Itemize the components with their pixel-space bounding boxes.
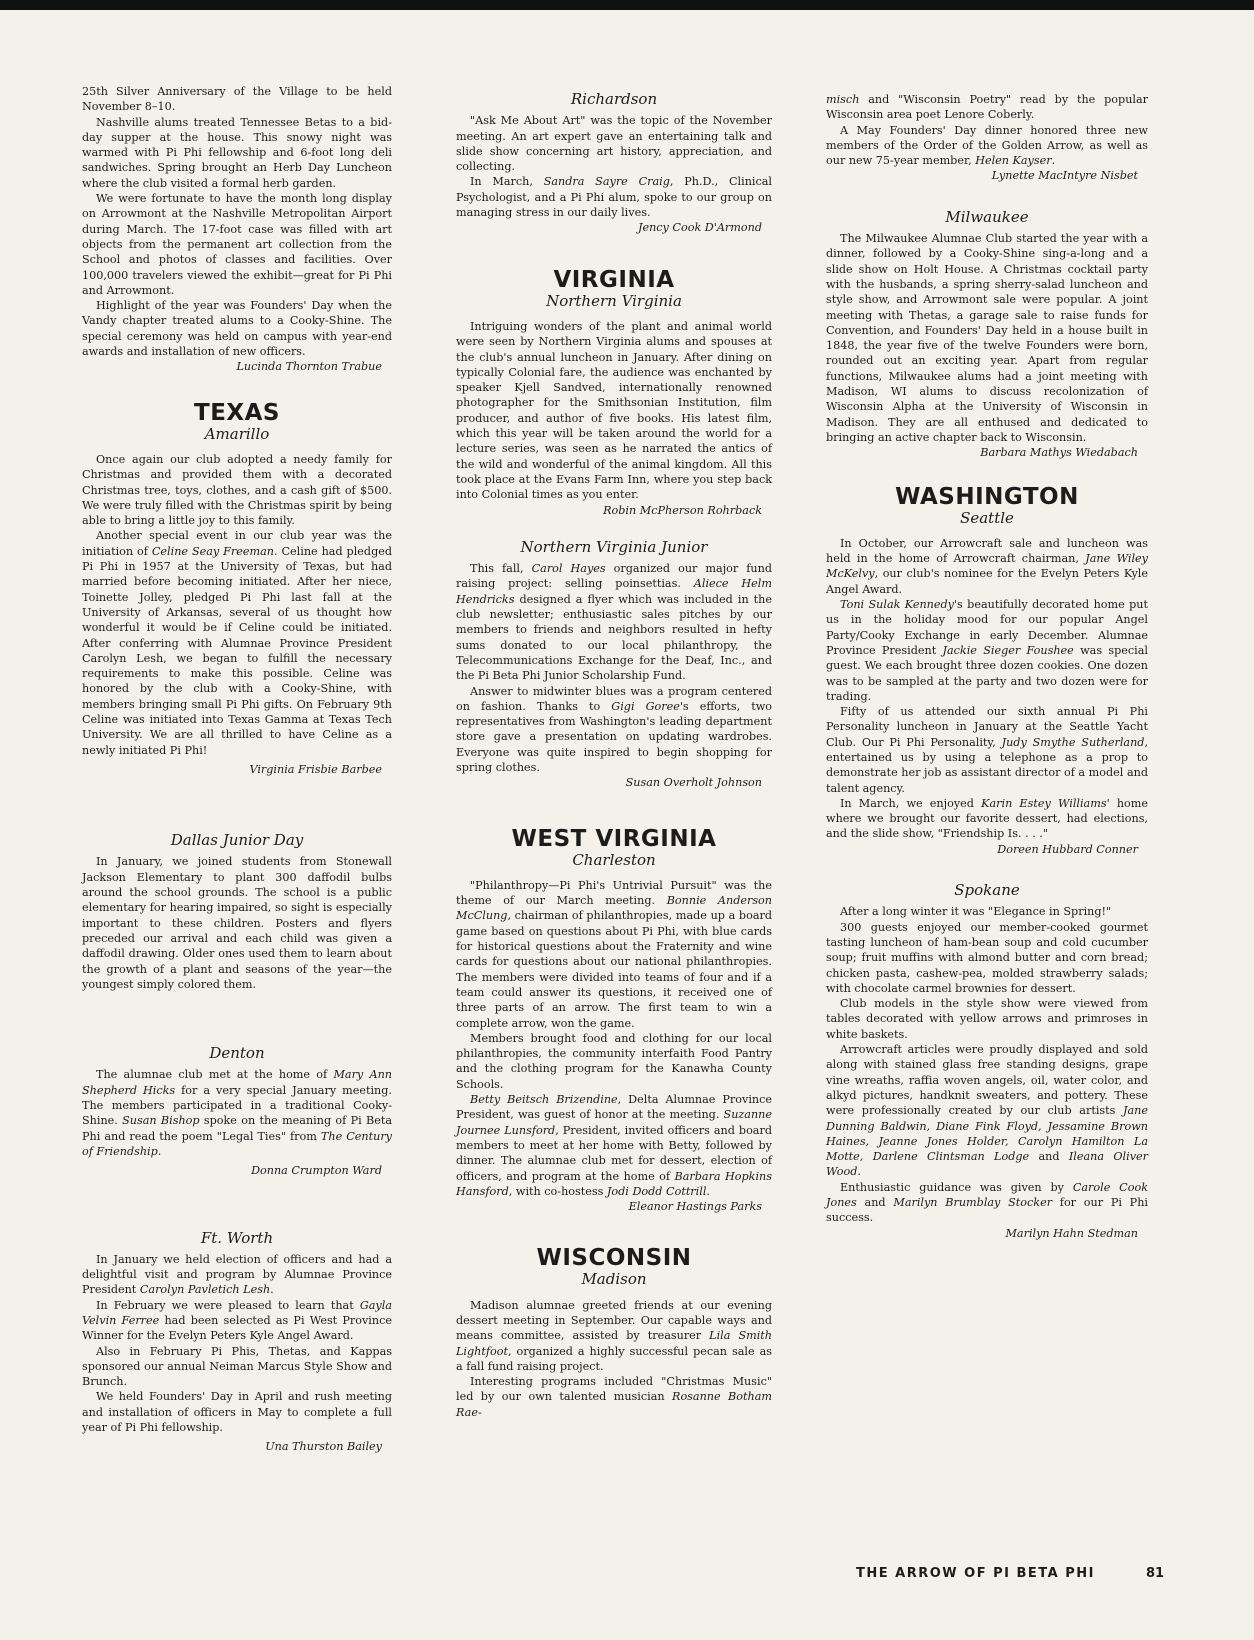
member-name: Bonnie Anderson McClung [456, 894, 773, 923]
text: spoke on the meaning of Pi Beta Phi and read the poem "Legal Ties" from [82, 1114, 393, 1143]
text: and "Wisconsin Poetry" read by the popular Wisconsin area poet Lenore Coberly. [826, 93, 1148, 122]
paragraph: We held Founders' Day in April and rush meeting and installation of officers in May to complete a full year of Pi Phi fellowship. [82, 1390, 392, 1435]
column-3 [826, 92, 1148, 1241]
paragraph [826, 1042, 1148, 1180]
member-name: Marilyn Brumblay Stocker [893, 1196, 1053, 1209]
member-name: Betty Beitsch Brizendine [470, 1093, 618, 1107]
text: In October, our Arrowcraft sale and luncheon was held in the home of Arrowcraft chairman, [826, 536, 1148, 566]
page-number: 81 [1146, 1566, 1165, 1581]
paragraph: After a long winter it was "Elegance in Spring!" [840, 905, 1112, 919]
member-name: Celine Seay Freeman [151, 544, 274, 558]
column-2 [456, 92, 772, 1420]
member-name: Karin Estey Williams [981, 796, 1107, 810]
city-heading-spokane: Spokane [954, 881, 1020, 900]
city-heading-northern-virginia: Northern Virginia [546, 291, 682, 310]
paragraph [456, 561, 772, 683]
text: for a very special January meeting. The members participated in a traditional Cooky-Shine. [82, 1083, 392, 1128]
text: Arrowcraft articles were proudly displayed and sold along with stained glass free standing designs, grape vine wreaths, raffia woven angels, oil, water color, and alkyd pictures, handknit sweaters, and pottery. These were professionally created by our club artists [826, 1043, 1148, 1118]
member-name: Susan Bishop [122, 1114, 200, 1128]
text: was special guest. We each brought three dozen cookies. One dozen was to be sampled at the party and two dozen were for trading. [826, 643, 1149, 703]
member-name: Rosanne Botham Rae- [456, 1390, 772, 1419]
member-names: Jane Dunning Baldwin, Diane Fink Floyd, Jessamine Brown Haines, Jeanne Jones Holder, Carolyn Hamilton La Motte, Darlene Clintsman Lodge [826, 1104, 1148, 1164]
text: . [270, 1283, 274, 1297]
member-name: misch [826, 93, 860, 106]
paragraph: 25th Silver Anniversary of the Village to be held November 8–10. [82, 85, 392, 114]
paragraph [456, 1374, 772, 1420]
column-1 [82, 84, 392, 1455]
text: Fifty of us attended our sixth annual Pi Phi Personality luncheon in January at the Seattle Yacht Club. Our Pi Phi Personality, [826, 705, 1148, 749]
member-name: Carol Hayes [531, 562, 606, 576]
state-heading-washington: WASHINGTON [895, 483, 1079, 510]
member-name: Helen Kayser [975, 154, 1052, 168]
city-heading-amarillo: Amarillo [204, 424, 270, 443]
text: Interesting programs included "Christmas Music" led by our own talented musician [456, 1375, 772, 1404]
text: , organized a highly successful pecan sale as a fall fund raising project. [456, 1344, 772, 1373]
paragraph: Also in February Pi Phis, Thetas, and Kappas sponsored our annual Neiman Marcus Style Show and Brunch. [82, 1344, 392, 1389]
member-name: Sandra Sayre Craig [543, 175, 670, 189]
paragraph [82, 1298, 392, 1344]
city-heading-seattle: Seattle [960, 508, 1014, 527]
member-name: Carole Cook Jones [826, 1180, 1148, 1209]
signature: Virginia Frisbie Barbee [249, 762, 382, 776]
signature: Marilyn Hahn Stedman [1005, 1226, 1138, 1240]
member-name: Barbara Hopkins Hansford [456, 1169, 772, 1198]
city-heading-charleston: Charleston [572, 850, 656, 869]
paragraph [826, 704, 1148, 796]
paragraph: "Ask Me About Art" was the topic of the November meeting. An art expert gave an entertaining talk and slide show concerning art history, appreciation, and collecting. [456, 114, 772, 174]
text: . [157, 1144, 162, 1158]
paragraph: Intriguing wonders of the plant and animal world were seen by Northern Virginia alums and spouses at the club's annual luncheon in January. After dining on typically Colonial fare, the audience was enchanted by speaker Kjell Sandved, internationally renowned photographer for the Smithsonian Institution, film producer, and author of five books. His latest film, which this year will be taken around the world for a lecture series, was seen as he narrated the antics of the wild and wonderful of the animal kingdom. All this took place at the Evans Farm Inn, where you step back into Colonial times as you enter. [456, 319, 772, 502]
text: This fall, [470, 562, 532, 576]
text: , our club's nominee for the Evelyn Peters Kyle Angel Award. [826, 567, 1148, 596]
paragraph [826, 597, 1148, 704]
paragraph [82, 1252, 392, 1298]
city-heading-dallas-junior-day: Dallas Junior Day [170, 831, 304, 850]
text: 's efforts, two representatives from Washington's leading department store gave a presentation on updating wardrobes. Everyone was quite inspired to begin shopping for spring clothes. [456, 699, 773, 774]
footer-publication-title: THE ARROW OF PI BETA PHI [856, 1566, 1095, 1581]
text: and [856, 1196, 894, 1209]
member-name: Mary Ann Shepherd Hicks [82, 1068, 393, 1097]
paragraph: In January, we joined students from Stonewall Jackson Elementary to plant 300 daffodil bulbs around the school grounds. The school is a public elementary for hearing impaired, so sight is especially important to these children. Posters and flyers preceded our arrival and each child was given a daffodil drawing. Older ones used them to learn about the growth of a plant and seasons of the year—the youngest simply colored them. [82, 855, 392, 991]
text: In January we held election of officers and had a delightful visit and program by Alumnae Province President [82, 1252, 392, 1297]
text: . Celine had pledged Pi Phi in 1957 at the University of Texas, but had married before becoming initiated. After her niece, Toinette Jolley, pledged Pi Phi last fall at the University of Arkansas, several of us thought how wonderful it would be if Celine could be initiated. After conferring with Alumnae Province President Carolyn Lesh, we began to fulfill the necessary requirements to make this possible. Celine was honored by the club with a Cooky-Shine, with members bringing small Pi Phi gifts. On February 9th Celine was initiated into Texas Gamma at Texas Tech University. We are all thrilled to have Celine as a newly initiated Pi Phi! [82, 544, 393, 757]
paragraph [826, 92, 1148, 123]
member-name: Jackie Sieger Foushee [942, 643, 1074, 657]
text: "Philanthropy—Pi Phi's Untrivial Pursuit" was the theme of our March meeting. [456, 878, 772, 908]
signature: Una Thurston Bailey [265, 1440, 382, 1454]
state-heading-wisconsin: WISCONSIN [536, 1245, 692, 1272]
signature: Lynette MacIntyre Nisbet [991, 169, 1138, 183]
member-name: Ileana Oliver Wood [826, 1150, 1148, 1179]
member-name: Aliece Helm Hendricks [456, 577, 772, 606]
member-name: Suzanne Journee Lunsford [456, 1108, 772, 1137]
text: organized our major fund raising project: selling poinsettias. [456, 562, 773, 591]
paragraph [82, 1067, 392, 1159]
text: In March, we enjoyed [840, 796, 982, 810]
city-heading-milwaukee: Milwaukee [945, 207, 1029, 226]
signature: Eleanor Hastings Parks [628, 1200, 762, 1214]
member-name: Jane Wiley McKelvy [826, 552, 1148, 581]
paragraph [456, 1298, 772, 1374]
signature: Lucinda Thornton Trabue [236, 360, 382, 374]
paragraph [456, 1092, 772, 1199]
state-heading-virginia: VIRGINIA [553, 266, 675, 293]
signature: Jency Cook D'Armond [637, 221, 762, 235]
text: for our Pi Phi success. [826, 1196, 1148, 1225]
paragraph: We were fortunate to have the month long display on Arrowmont at the Nashville Metropolitan Airport during March. The 17-foot case was filled with art objects from the permanent art collection from the School and photos of classes and facilities. Over 100,000 travelers viewed the exhibit—great for Pi Phi and Arrowmont. [82, 192, 392, 297]
member-name: Toni Sulak Kennedy [840, 598, 954, 612]
text: , entertained us by using a telephone as a prop to demonstrate her job as assistant director of a model and talent agency. [826, 735, 1148, 795]
member-name: Lila Smith Lightfoot [456, 1329, 772, 1358]
text: ' home where we brought our favorite dessert, had elections, and the slide show, "Friendship Is. . . ." [826, 796, 1148, 841]
text: In March, [470, 175, 544, 189]
text: Madison alumnae greeted friends at our evening dessert meeting in September. Our capable ways and means committee, assisted by treasurer [456, 1298, 772, 1343]
state-heading-texas: TEXAS [194, 399, 280, 426]
text: , chairman of philanthropies, made up a board game based on questions about Pi Phi, with blue cards for historical questions about the Fraternity and wine cards for questions about our national philanthropies. The members were divided into teams of four and if a team could answer its questions, it received one of three parts of an arrow. The first team to win a complete arrow, won the game. [456, 909, 772, 1030]
paragraph: The Milwaukee Alumnae Club started the year with a dinner, followed by a Cooky-Shine sing-a-long and a slide show on Holt House. A Christmas cocktail party with the husbands, a spring sherry-salad luncheon and style show, and Arrowmont sale were popular. A joint meeting with Thetas, a garage sale to raise funds for Convention, and Founders' Day held in a house built in 1848, the year five of the twelve Founders were born, rounded out an exciting year. Apart from regular functions, Milwaukee alums had a joint meeting with Madison, WI alums to discuss recolonization of Wisconsin Alpha at the University of Wisconsin in Madison. They are all enthused and dedicated to bringing an active chapter back to Wisconsin. [826, 232, 1148, 444]
top-edge-bar [0, 0, 1254, 10]
paragraph [826, 536, 1148, 597]
member-name: Judy Smythe Sutherland [1001, 735, 1145, 749]
text: . [857, 1165, 861, 1179]
city-heading-northern-virginia-junior: Northern Virginia Junior [520, 537, 708, 556]
text: 's beautifully decorated home put us in the holiday mood for our popular Angel Party/Cooky Exchange in early December. Alumnae Province President [826, 598, 1148, 657]
text: Answer to midwinter blues was a program centered on fashion. Thanks to [456, 684, 772, 713]
signature: Susan Overholt Johnson [625, 776, 762, 790]
text: . [1051, 154, 1056, 168]
paragraph: Members brought food and clothing for our local philanthropies, the community interfaith Food Pantry and the clothing program for the Kanawha County Schools. [456, 1031, 772, 1091]
text: The alumnae club met at the home of [96, 1068, 334, 1082]
text: Another special event in our club year was the initiation of [82, 529, 392, 558]
paragraph: Highlight of the year was Founders' Day when the Vandy chapter treated alums to a Cooky-Shine. The special ceremony was held on campus with year-end awards and installation of new officers. [82, 299, 392, 359]
text: . [706, 1184, 710, 1198]
member-name: Gayla Velvin Ferree [82, 1298, 392, 1327]
text: , with co-hostess [508, 1184, 607, 1198]
state-heading-west-virginia: WEST VIRGINIA [511, 825, 717, 852]
text: , Ph.D., Clinical Psychologist, and a Pi Phi alum, spoke to our group on managing stress in our daily lives. [456, 175, 772, 220]
signature: Barbara Mathys Wiedabach [980, 446, 1138, 460]
city-heading-ft-worth: Ft. Worth [200, 1228, 274, 1247]
paragraph [826, 123, 1148, 169]
text: designed a flyer which was included in the club newsletter; enthusiastic sales pitches by our members to friends and neighbors resulted in hefty sums donated to our local philanthropy, the Telecommunications Exchange for the Deaf, Inc., and the Pi Beta Phi Junior Scholarship Fund. [456, 592, 772, 683]
text: A May Founders' Day dinner honored three new members of the Order of the Golden Arrow, as well as our new 75-year member, [826, 123, 1148, 168]
text: Enthusiastic guidance was given by [840, 1180, 1073, 1194]
text: had been selected as Pi West Province Winner for the Evelyn Peters Kyle Angel Award. [82, 1314, 392, 1343]
city-heading-denton: Denton [209, 1044, 265, 1063]
text: , President, invited officers and board members to meet at her home with Betty, followed by dinner. The alumnae club met for dessert, election of officers, and program at the home of [456, 1123, 772, 1183]
paragraph [456, 684, 772, 776]
signature: Robin McPherson Rohrback [603, 503, 762, 517]
text: and [1029, 1150, 1069, 1164]
paragraph: 300 guests enjoyed our member-cooked gourmet tasting luncheon of ham-bean soup and cold cucumber soup; fruit muffins with almond butter and corn bread; chicken pasta, cashew-pea, molded strawberry salads; with chocolate carmel brownies for dessert. [826, 920, 1148, 995]
signature: Doreen Hubbard Conner [997, 842, 1138, 856]
book-title: The Century of Friendship [82, 1129, 392, 1158]
member-name: Carolyn Pavletich Lesh [139, 1283, 271, 1297]
member-name: Jodi Dodd Cottrill [606, 1184, 707, 1198]
signature: Donna Crumpton Ward [251, 1164, 382, 1178]
paragraph [826, 796, 1148, 842]
city-heading-richardson: Richardson [570, 90, 658, 108]
paragraph [456, 878, 772, 1031]
text: In February we were pleased to learn that [96, 1298, 360, 1312]
paragraph: Nashville alums treated Tennessee Betas to a bid-day supper at the house. This snowy night was warmed with Pi Phi fellowship and 6-foot long deli sandwiches. Spring brought an Herb Day Luncheon where the club visited a formal herb garden. [82, 115, 392, 190]
paragraph [826, 1180, 1148, 1226]
text: , Delta Alumnae Province President, was guest of honor at the meeting. [456, 1093, 772, 1122]
city-heading-madison: Madison [581, 1270, 647, 1289]
paragraph [82, 528, 392, 757]
member-name: Gigi Goree [611, 699, 680, 713]
paragraph: Club models in the style show were viewed from tables decorated with yellow arrows and primroses in white baskets. [826, 997, 1148, 1041]
paragraph: Once again our club adopted a needy family for Christmas and provided them with a decorated Christmas tree, toys, clothes, and a cash gift of $500. We were truly filled with the Christmas spirit by being able to bring a little joy to this family. [82, 452, 392, 528]
paragraph [456, 174, 772, 220]
